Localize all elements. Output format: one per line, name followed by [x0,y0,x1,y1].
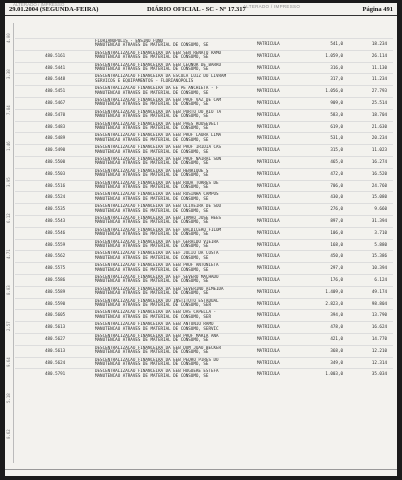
row-amount: 16.274 [371,158,387,164]
table-row [15,38,393,50]
row-amount: 20.234 [371,135,387,141]
row-quantity: 531,0 [330,135,343,141]
row-unit-type: MATRICULA [257,194,280,200]
row-quantity: 176,0 [330,276,343,282]
row-quantity: 478,0 [330,324,343,330]
row-unit-type: MATRICULA [257,217,280,223]
row-code: 480.5624 [45,359,66,365]
table-row [15,191,393,203]
row-unit-type: MATRICULA [257,182,280,188]
row-unit-type: MATRICULA [257,312,280,318]
table-row [15,227,393,239]
row-code: 480.5613 [45,324,66,330]
margin-number: 4.71 [6,249,11,259]
table-row [15,262,393,274]
row-description: DESCENTRALIZACAO FINANCEIRA DA EEB OLIVEIRA DE SOU MANUTENCAO ATRAVES DE MATERIAL DE CONSUMO, SE [95,204,222,213]
row-description: DESCENTRALIZACAO FINANCEIRA DA EEB RODA TORRES DE MANUTENCAO ATRAVES DE MATERIAL DE CONSUMO, SE [95,180,219,189]
row-description: DESCENTRALIZACAO FINANCEIRA DA EEB DOM JOAO BECKER MANUTENCAO ATRAVES DE MATERIAL DE CONSUMO, SE [95,345,222,355]
table-row [15,321,393,333]
row-code: 480.5448 [45,76,66,82]
row-quantity: 465,0 [330,158,343,164]
row-quantity: 619,0 [330,123,343,129]
bottom-rule [5,469,397,470]
page-header [5,3,397,16]
header-date: 29.01.2004 (SEGUNDA-FEIRA) [9,6,99,13]
table-row [15,345,393,357]
row-description: DESCENTRALIZACAO FINANCEIRA DA EEF GERALDO VIEIRA MANUTENCAO ATRAVES DE MATERIAL DE CONSUMO, SE [95,239,219,248]
table-row [15,109,393,121]
row-code: 480.5470 [45,111,66,117]
row-quantity: 472,0 [330,170,343,176]
row-amount: 31.394 [371,217,387,223]
row-amount: 12.314 [371,359,387,365]
row-quantity: 168,0 [330,241,343,247]
stamp-right: ALTERADO / IMPRESSO [243,4,301,9]
table-row [15,180,393,192]
row-unit-type: MATRICULA [257,88,280,94]
row-unit-type: MATRICULA [257,123,280,129]
row-description: DESCENTRALIZACAO FINANCEIRA DA EEB ANTONIO RAMO MANUTENCAO ATRAVES DE MATERIAL DE CONSUMO, SERVIC [95,322,219,331]
row-description: DESCENTRALIZACAO FINANCEIRA DA EEB PROF MARIA ANA MANUTENCAO ATRAVES DE MATERIAL DE CONSUMO, SE [95,333,219,343]
row-description: DESCENTRALIZACAO FINANCEIRA DA EEB PEDRO PIRES DO MANUTENCAO ATRAVES DE MATERIAL DE CONSUMO, SE [95,357,219,366]
row-code: 480.5535 [45,206,66,212]
row-amount: 26.114 [371,52,387,58]
row-amount: 6.124 [374,276,387,282]
row-code: 480.5441 [45,64,66,70]
row-description: DESCENTRALIZACAO FINANCEIRA DA EEF BALDICERO FILOM MANUTENCAO ATRAVES DE MATERIAL DE CONSUMO, SE [95,227,222,237]
margin-number: 4.00 [6,33,11,43]
row-quantity: 276,0 [330,206,343,212]
table-row [15,368,393,380]
table-row [15,156,393,168]
row-code: 480.5559 [45,241,66,247]
row-unit-type: MATRICULA [257,241,280,247]
row-amount: 98.804 [371,300,387,306]
row-amount: 3.710 [374,229,387,235]
row-code: 480.5590 [45,300,66,306]
table-row [15,144,393,156]
table-row [15,50,393,62]
row-quantity: 583,0 [330,111,343,117]
row-unit-type: MATRICULA [257,158,280,164]
row-description: DESCENTRALIZACAO FINANCEIRA DA EEB PROF ANTONIETA MANUTENCAO ATRAVES DE MATERIAL DE CONSUMO, SE [95,263,219,272]
row-description: DESCENTRALIZACAO FINANCEIRA DO INSTITUTO ESTADUAL MANUTENCAO ATRAVES DE MATERIAL DE CONSUMO, SER [95,298,219,307]
row-unit-type: MATRICULA [257,135,280,141]
row-code: 480.5627 [45,335,66,341]
row-quantity: 421,0 [330,335,343,341]
row-description: DESCENTRALIZACAO FINANCEIRA DA EEB LEONOR DE BARRO MANUTENCAO ATRAVES DE MATERIAL DE CONSUMO, SE [95,62,222,71]
row-amount: 10.394 [371,265,387,271]
header-title: DIÁRIO OFICIAL - SC - Nº 17.317 [147,6,246,13]
row-amount: 11.234 [371,76,387,82]
table-row [15,121,393,133]
row-amount: 24.760 [371,182,387,188]
row-amount: 12.210 [371,347,387,353]
table-row [15,357,393,369]
row-code: 480.5483 [45,123,66,129]
row-quantity: 2.823,0 [325,300,343,306]
row-code: 480.5489 [45,135,66,141]
row-unit-type: MATRICULA [257,276,280,282]
row-code: 480.5490 [45,147,66,153]
row-unit-type: MATRICULA [257,99,280,105]
row-description: DESCENTRALIZACAO FINANCEIRA DA EEB PROF LAURA LIMA MANUTENCAO ATRAVES DE MATERIAL DE CONSUMO, SE [95,133,222,142]
row-amount: 27.793 [371,88,387,94]
row-code: 480.5546 [45,229,66,235]
row-code: 480.5589 [45,288,66,294]
margin-number: 3.38 [6,69,11,79]
row-amount: 16.624 [371,324,387,330]
row-description: DESCENTRALIZACAO FINANCEIRA DA ESCOLA LUIZ DO LIVRAM SERVICOS E EQUIPAMENTOS - FLORIANOPOLIS [95,74,227,83]
table-row [15,333,393,345]
table-row [15,85,393,97]
row-code: 480.5613 [45,347,66,353]
table-row [15,298,393,310]
row-amount: 5.880 [374,241,387,247]
row-description: DESCENTRALIZACAO FINANCEIRA DA EEB PAES ROOSEVELT MANUTENCAO ATRAVES DE MATERIAL DE CONSUMO, SE [95,121,219,130]
row-code: 480.5791 [45,371,66,377]
table-row [15,286,393,298]
row-description: DESCENTRALIZACAO FINANCEIRA DA EEB DAS CAPELLA - MANUTENCAO ATRAVES DE MATERIAL DE CONSUMO, SER [95,310,217,319]
row-code: 480.5161 [45,52,66,58]
row-unit-type: MATRICULA [257,41,280,46]
row-unit-type: MATRICULA [257,347,280,353]
margin-number: 1.46 [6,141,11,151]
table-row [15,97,393,109]
budget-table [15,38,393,380]
row-quantity: 315,0 [330,147,343,153]
row-unit-type: MATRICULA [257,76,280,82]
row-amount: 18.704 [371,111,387,117]
row-code: 480.5503 [45,170,66,176]
row-amount: 15.080 [371,194,387,200]
table-row [15,132,393,144]
row-amount: 9.660 [374,206,387,212]
row-unit-type: MATRICULA [257,229,280,235]
row-unit-type: MATRICULA [257,206,280,212]
row-description: DESCENTRALIZACAO FINANCEIRA DA EE PE ANCHIETA - F MANUTENCAO ATRAVES DE MATERIAL DE CONSUMO, SE [95,86,219,95]
row-description: DESCENTRALIZACAO FINANCEIRA DA EEB ROSINHA CAMPOS MANUTENCAO ATRAVES DE MATERIAL DE CONSUMO, SE [95,192,219,201]
margin-number: 7.84 [6,105,11,115]
row-description: DESCENTRALIZACAO FINANCEIRA DA EEB SEN RENATO RAMO MANUTENCAO ATRAVES DE MATERIAL DE CONSUMO, SE [95,50,222,60]
row-unit-type: MATRICULA [257,52,280,58]
row-unit-type: MATRICULA [257,324,280,330]
row-unit-type: MATRICULA [257,265,280,271]
margin-number: 5.18 [6,393,11,403]
row-code: 480.5524 [45,194,66,200]
table-row [15,215,393,227]
row-unit-type: MATRICULA [257,64,280,70]
row-description: DESCENTRALIZACAO FINANCEIRA DA EEB PORTO DO RIO TA MANUTENCAO ATRAVES DE MATERIAL DE CONSUMO, SE [95,109,222,119]
row-code: 480.5575 [45,265,66,271]
stamp-left: ALTERADO / IMPRESSO [13,3,65,7]
row-quantity: 297,0 [330,265,343,271]
row-code: 480.5451 [45,88,66,94]
row-amount: 13.790 [371,312,387,318]
row-code: 480.5562 [45,253,66,259]
row-quantity: 368,0 [330,347,343,353]
row-quantity: 1.056,0 [325,88,343,94]
row-quantity: 349,0 [330,359,343,365]
row-quantity: 317,0 [330,76,343,82]
row-amount: 18.234 [371,41,387,46]
table-row [15,62,393,74]
row-quantity: 897,0 [330,217,343,223]
row-code: 480.5605 [45,312,66,318]
row-code: 480.5543 [45,217,66,223]
row-quantity: 430,0 [330,194,343,200]
row-quantity: 1.003,0 [325,371,343,377]
row-description: DESCENTRALIZACAO FINANCEIRA DA EEB PROF VAZ DE CAM MANUTENCAO ATRAVES DE MATERIAL DE CONSUMO, SE [95,97,222,107]
row-unit-type: MATRICULA [257,288,280,294]
row-quantity: 316,0 [330,64,343,70]
row-description: DESCENTRALIZACAO FINANCEIRA DA EEF SEVERO MACHADO MANUTENCAO ATRAVES DE MATERIAL DE CONSUMO, SE [95,274,219,284]
row-description: DESCENTRALIZACAO FINANCEIRA DA EEF JULIO DA COSTA MANUTENCAO ATRAVES DE MATERIAL DE CONSUMO, SE [95,251,219,260]
row-code: 480.5467 [45,99,66,105]
table-row [15,168,393,180]
row-unit-type: MATRICULA [257,253,280,259]
row-amount: 11.023 [371,147,387,153]
row-amount: 15.386 [371,253,387,259]
row-quantity: 394,0 [330,312,343,318]
row-unit-type: MATRICULA [257,300,280,306]
row-unit-type: MATRICULA [257,359,280,365]
header-page-number: Página 491 [362,6,393,13]
row-description: DESCENTRALIZACAO FINANCEIRA DA EEB HOGUERE ESTEFA MANUTENCAO ATRAVES DE MATERIAL DE CONSUMO, SE [95,369,219,378]
row-description: DESCENTRALIZACAO FINANCEIRA DA EEB PROF IRIDIA CAS MANUTENCAO ATRAVES DE MATERIAL DE CONSUMO, SE [95,145,222,154]
row-description: DESCENTRALIZACAO FINANCEIRA DA EEB PROF NAIRAL SUN MANUTENCAO ATRAVES DE MATERIAL DE CONSUMO, SE [95,156,222,166]
table-row [15,274,393,286]
table-row [15,250,393,262]
row-amount: 11.130 [371,64,387,70]
row-unit-type: MATRICULA [257,335,280,341]
row-amount: 16.520 [371,170,387,176]
row-quantity: 1.409,0 [325,288,343,294]
row-unit-type: MATRICULA [257,111,280,117]
margin-number: 3.95 [6,177,11,187]
row-amount: 35.034 [371,371,387,377]
row-quantity: 106,0 [330,229,343,235]
row-quantity: 909,0 [330,99,343,105]
row-amount: 14.770 [371,335,387,341]
margin-number: 6.12 [6,213,11,223]
row-amount: 21.630 [371,123,387,129]
row-description: FLORIANOPOLIS - ENSINO FUND MANUTENCAO ATRAVES DE MATERIAL DE CONSUMO, SE [95,39,209,48]
row-unit-type: MATRICULA [257,371,280,377]
row-unit-type: MATRICULA [257,170,280,176]
row-description: DESCENTRALIZACAO FINANCEIRA DA EEB IRMAO JOSE HEES MANUTENCAO ATRAVES DE MATERIAL DE CONSUMO, SE [95,215,222,225]
margin-numbers [5,23,14,463]
margin-number: 8.03 [6,285,11,295]
row-description: DESCENTRALIZACAO FINANCEIRA DA EEB SEVERINO ALMEIDA MANUTENCAO ATRAVES DE MATERIAL DE CONSUMO, SE [95,286,224,296]
table-row [15,203,393,215]
margin-number: 9.64 [6,357,11,367]
row-quantity: 706,0 [330,182,343,188]
margin-number: 2.57 [6,321,11,331]
row-code: 480.5516 [45,182,66,188]
row-unit-type: MATRICULA [257,147,280,153]
margin-number: 0.62 [6,429,11,439]
document-page [5,3,397,476]
row-code: 480.5500 [45,158,66,164]
row-code: 480.5586 [45,276,66,282]
row-quantity: 541,0 [330,41,343,46]
row-amount: 25.514 [371,99,387,105]
table-row [15,239,393,251]
table-row [15,309,393,321]
row-description: DESCENTRALIZACAO FINANCEIRA DA EEB HENRIQUE S MANUTENCAO ATRAVES DE MATERIAL DE CONSUMO, SE [95,168,209,178]
table-row [15,73,393,85]
row-amount: 49.174 [371,288,387,294]
row-quantity: 1.059,0 [325,52,343,58]
row-quantity: 450,0 [330,253,343,259]
